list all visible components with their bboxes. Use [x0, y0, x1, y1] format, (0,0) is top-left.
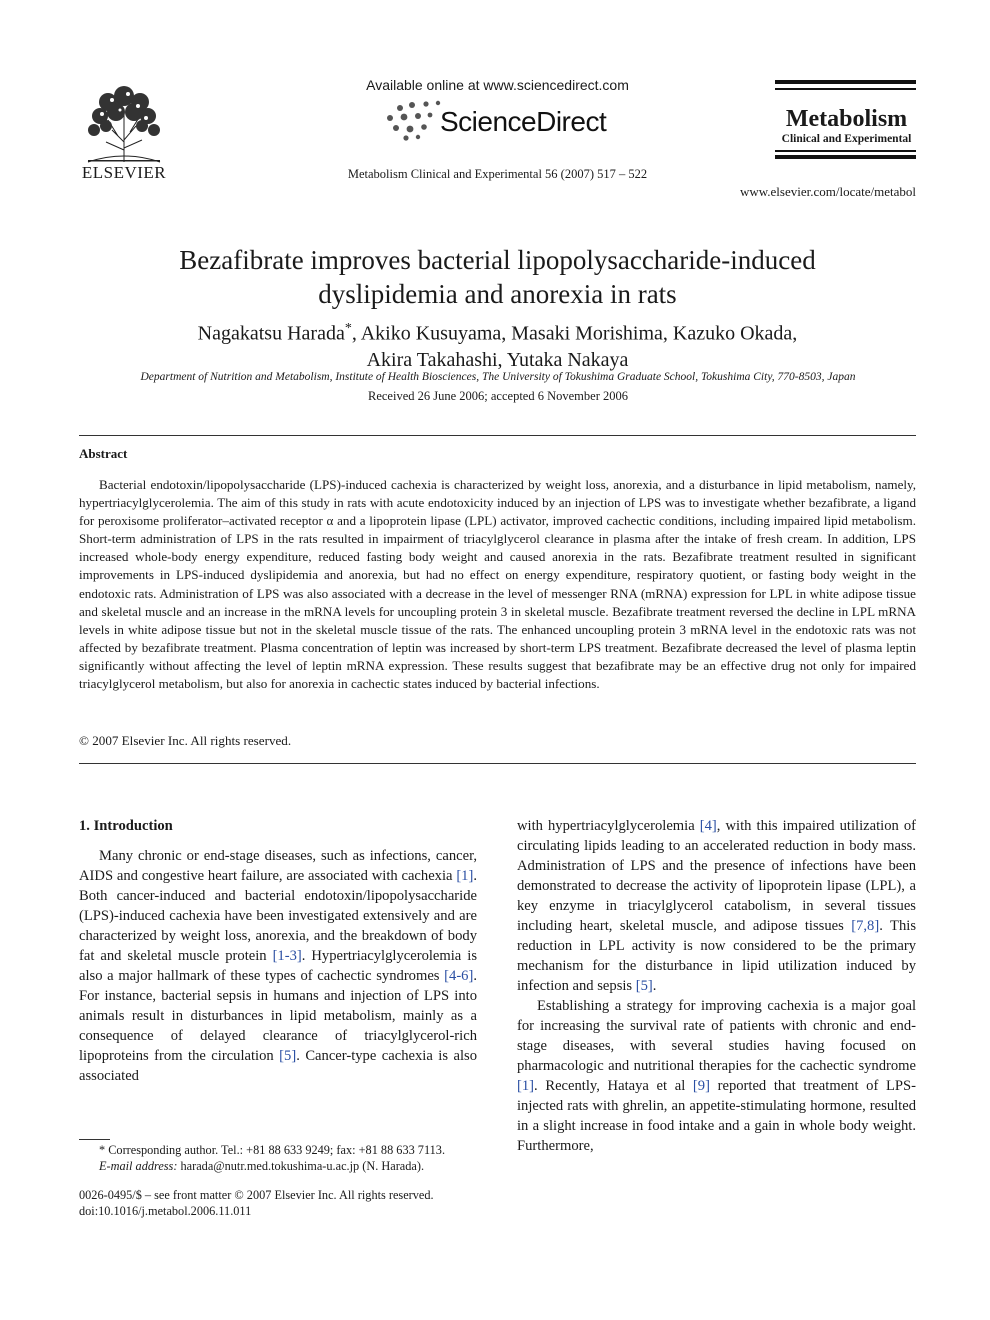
copyright-line: © 2007 Elsevier Inc. All rights reserved.: [79, 733, 292, 748]
journal-citation: Metabolism Clinical and Experimental 56 (2007) 517 – 522: [347, 167, 648, 181]
abstract-heading: Abstract: [79, 446, 128, 461]
citation-link[interactable]: [7,8]: [851, 918, 880, 934]
left-column: [79, 816, 477, 1086]
author-name: Nagakatsu Harada: [197, 322, 345, 345]
citation-link[interactable]: [5]: [279, 1048, 297, 1064]
abstract-top-rule: [79, 435, 916, 436]
title-line-2: dyslipidemia and anorexia in rats: [318, 279, 677, 309]
author-list: [120, 316, 875, 373]
title-line-1: Bezafibrate improves bacterial lipopolysaccharide-induced: [179, 245, 816, 275]
paragraph: Many chronic or end-stage diseases, such as infections, cancer, AIDS and congestive heart failure, are associated with cachexia [1]. Both cancer-induced and bacterial endotoxin/lipopolysaccharide (LPS)-induced cachexia have been investigated extensively and are characterized by weight loss, anorexia, and the breakdown of body fat and skeletal muscle protein [1-3]. Hypertriacylglycerolemia is also a major hallmark of these types of cachectic syndromes [4-6]. For instance, bacterial sepsis in humans and injection of LPS into animals result in disturbances in lipid metabolism, mainly as a consequence of delayed clearance of triacylglycerol-rich lipoproteins from the circulation [5]. Cancer-type cachexia is also associated: [79, 848, 477, 1084]
publisher-name: ELSEVIER: [81, 163, 167, 182]
sciencedirect-wordmark: ScienceDirect: [440, 106, 607, 137]
email-address[interactable]: harada@nutr.med.tokushima-u.ac.jp (N. Harada).: [177, 1159, 425, 1173]
citation-link[interactable]: [1]: [517, 1078, 535, 1094]
masthead-rule: [775, 155, 916, 159]
citation-link[interactable]: [5]: [635, 978, 653, 994]
paragraph: with hypertriacylglycerolemia [4], with this impaired utilization of circulating lipids leading to an accelerated reduction in body mass. Administration of LPS and the presence of infections have been demonstrated to decrease the activity of lipoprotein lipase (LPL), a key enzyme in triacylglycerol catabolism, in several tissues including heart, skeletal muscle, and adipose tissues [7,8]. This reduction in LPL activity is now considered to be the primary mechanism for the disturbance in lipid utilization induced by infection and sepsis [5].: [517, 818, 917, 994]
citation-link[interactable]: [1-3]: [272, 948, 302, 964]
footnote-rule: [79, 1139, 110, 1140]
front-matter: [79, 1187, 477, 1219]
footnote: [79, 1142, 477, 1174]
citation-link[interactable]: [1]: [456, 868, 474, 884]
abstract-body: Bacterial endotoxin/lipopolysaccharide (LPS)-induced cachexia is characterized by weight loss, anorexia, and a disturbance in lipid metabolism, namely, hypertriacylglycerolemia. The aim of this study in rats with acute endotoxicity induced by an injection of LPS was to investigate whether bezafibrate, a ligand for peroxisome proliferator–activated receptor α and a lipoprotein lipase (LPL) activator, improved cachectic conditions, including impaired lipid metabolism. Short-term administration of LPS in the rats resulted in impairment of triacylglycerol clearance in plasma after the intake of fresh cream. In addition, LPS increased whole-body energy expenditure, reduced fasting body weight and caused anorexia in the rats. Bezafibrate treatment resulted in significant improvements in LPS-induced dyslipidemia and anorexia, but had no effect on energy expenditure, respiratory quotient, or fasting body weight in the endotoxic rats. Administration of LPS was also associated with a decrease in the level of messenger RNA (mRNA) expression for LPL in white adipose tissue and skeletal muscle and an increase in the mRNA levels for uncoupling protein 3 in skeletal muscle. Bezafibrate treatment reversed the decline in LPL mRNA levels in white adipose tissue but not in the skeletal muscle tissue of the rats. The enhanced uncoupling protein 3 mRNA level in the endotoxic rats was not affected by bezafibrate treatment. Plasma concentration of leptin was increased by short-term LPS treatment. Bezafibrate decreased the level of plasma leptin significantly without affecting the level of leptin mRNA expression. These results suggest that bezafibrate may be an effective drug not only for impaired triacylglycerol metabolism, but also for anorexia in cachectic states induced by bacterial infections.: [79, 477, 916, 692]
masthead-rule: [775, 80, 916, 84]
masthead-rule: [775, 88, 916, 90]
affiliation: Department of Nutrition and Metabolism, Institute of Health Biosciences, The University of Tokushima Graduate School, Tokushima City, 770-8503, Japan: [140, 371, 856, 383]
citation-link[interactable]: [4]: [699, 818, 717, 834]
email-label: E-mail address:: [99, 1159, 178, 1173]
author-names: Akira Takahashi, Yutaka Nakaya: [366, 348, 629, 371]
article-title: [120, 243, 875, 311]
paragraph: Establishing a strategy for improving cachexia is a major goal for increasing the survival rate of patients with chronic and end-stage diseases, with several studies having focused on pharmacologic and nutritional therapies for the cachectic syndrome [1]. Recently, Hataya et al [9] reported that treatment of LPS-injected rats with ghrelin, an appetite-stimulating hormone, resulted in a slight increase in food intake and a gain in whole body weight. Furthermore,: [517, 998, 916, 1154]
citation-link[interactable]: [4-6]: [444, 968, 474, 984]
section-heading: 1. Introduction: [79, 818, 173, 834]
journal-url-link[interactable]: www.elsevier.com/locate/metabol: [739, 184, 916, 199]
masthead-rule: [775, 150, 916, 152]
email-note: [79, 1158, 477, 1174]
doi-link[interactable]: doi:10.1016/j.metabol.2006.11.011: [79, 1204, 252, 1218]
right-column: [517, 816, 916, 1156]
journal-subtitle: Clinical and Experimental: [781, 133, 912, 145]
citation-link[interactable]: [9]: [692, 1078, 710, 1094]
available-online-text: Available online at www.sciencedirect.com: [366, 77, 629, 93]
journal-name: Metabolism: [785, 106, 908, 132]
author-names: , Akiko Kusuyama, Masaki Morishima, Kazuko Okada,: [351, 322, 798, 345]
corresponding-author-note: * Corresponding author. Tel.: +81 88 633 9249; fax: +81 88 633 7113.: [99, 1143, 446, 1157]
corresponding-star[interactable]: *: [344, 321, 352, 336]
issn-line: 0026-0495/$ – see front matter © 2007 Elsevier Inc. All rights reserved.: [79, 1188, 434, 1202]
abstract-bottom-rule: [79, 763, 916, 764]
received-dates: Received 26 June 2006; accepted 6 November 2006: [368, 389, 628, 403]
